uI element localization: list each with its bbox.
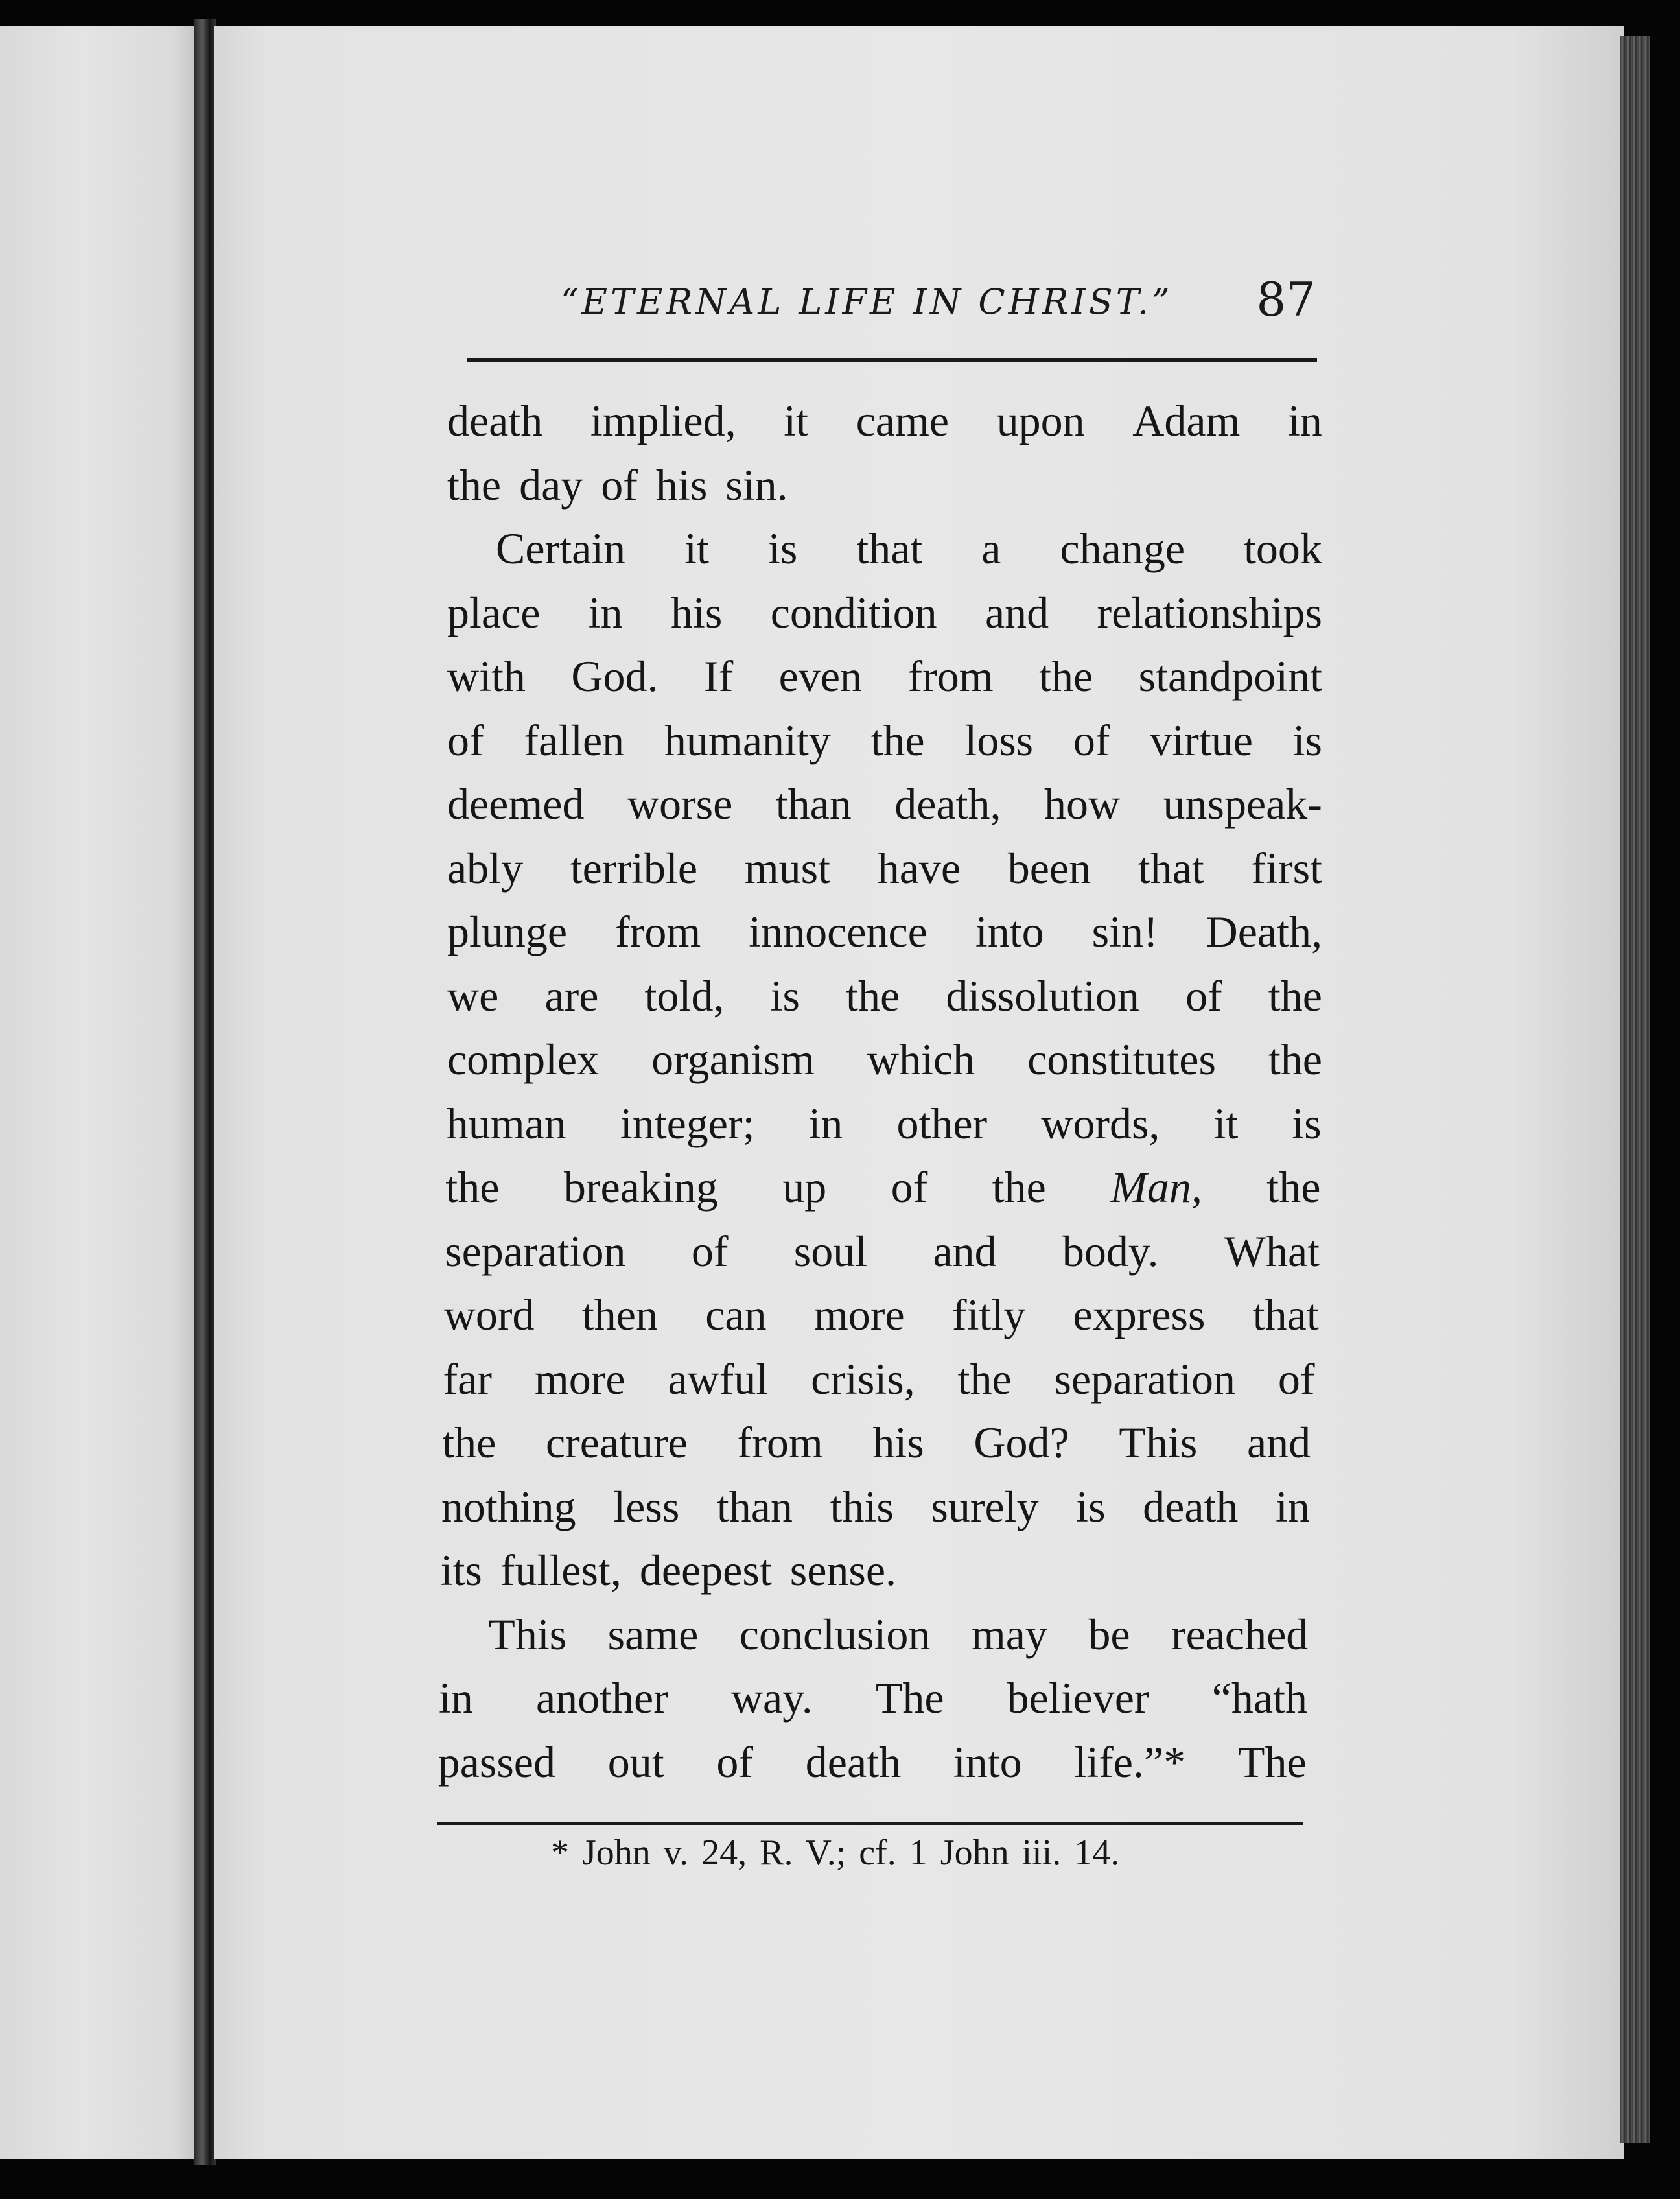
word: more	[813, 1290, 905, 1339]
word: day	[519, 460, 583, 510]
word: in	[439, 1673, 473, 1723]
word: sin.	[725, 460, 788, 510]
word: Certain	[496, 524, 626, 573]
word: Death,	[1206, 907, 1322, 956]
word: the	[957, 1354, 1012, 1404]
word: of	[447, 715, 484, 765]
text-line	[447, 772, 1322, 836]
word: What	[1224, 1226, 1320, 1276]
word: nothing	[441, 1481, 576, 1531]
word: crisis,	[811, 1354, 915, 1404]
word: other	[896, 1098, 988, 1148]
word: human	[446, 1098, 566, 1148]
word: with	[447, 652, 526, 701]
word: it	[684, 524, 709, 573]
word: death,	[894, 779, 1001, 829]
word: how	[1044, 779, 1121, 829]
word: creature	[545, 1418, 688, 1467]
word: of	[716, 1737, 754, 1787]
word: life.”*	[1074, 1737, 1186, 1787]
word: into	[975, 907, 1044, 956]
word: this	[830, 1481, 894, 1531]
word: integer;	[620, 1098, 755, 1148]
text-line	[447, 836, 1322, 900]
word: God.	[571, 652, 659, 701]
word: than	[775, 779, 852, 829]
word: the	[442, 1418, 496, 1467]
word: body.	[1062, 1226, 1159, 1276]
word: more	[534, 1354, 625, 1404]
word: deemed	[447, 779, 585, 829]
text-line	[442, 1411, 1317, 1475]
word: that	[1252, 1290, 1319, 1339]
word: breaking	[563, 1162, 718, 1212]
word: came	[856, 396, 950, 445]
word: of	[691, 1226, 729, 1276]
word: sense.	[789, 1546, 897, 1595]
word: standpoint	[1138, 652, 1322, 701]
word: in	[808, 1098, 843, 1148]
word: The	[1237, 1737, 1307, 1787]
word: then	[581, 1290, 658, 1339]
text-line	[447, 1092, 1322, 1156]
word: from	[615, 907, 701, 956]
word: of	[1278, 1354, 1315, 1404]
word: a	[981, 524, 1001, 573]
text-line	[443, 1347, 1318, 1411]
text-line	[447, 453, 1322, 517]
word: which	[867, 1035, 975, 1084]
word: his	[671, 587, 723, 637]
word: relationships	[1097, 587, 1322, 637]
word: fallen	[524, 715, 625, 765]
word: it	[1213, 1098, 1239, 1148]
word: way.	[730, 1673, 813, 1723]
word: that	[856, 524, 923, 573]
word: from	[737, 1418, 823, 1467]
body-text	[438, 389, 1322, 1794]
word: may	[971, 1609, 1047, 1659]
text-line	[439, 1666, 1314, 1730]
running-title: “ETERNAL LIFE IN CHRIST.”	[561, 281, 1173, 322]
word: passed	[438, 1737, 555, 1787]
word: up	[782, 1162, 827, 1212]
word: that	[1138, 843, 1204, 893]
word: place	[447, 587, 541, 637]
word: of	[1185, 970, 1222, 1020]
word: “hath	[1211, 1673, 1307, 1723]
word: its	[440, 1546, 482, 1595]
text-line	[445, 1219, 1320, 1284]
text-line	[444, 1283, 1319, 1347]
word: reached	[1171, 1609, 1309, 1659]
word: plunge	[447, 907, 568, 956]
word: the	[992, 1162, 1046, 1212]
word: have	[877, 843, 961, 893]
word: implied,	[590, 396, 736, 445]
word: If	[703, 652, 734, 701]
word: and	[933, 1226, 997, 1276]
word: Adam	[1132, 396, 1241, 445]
word: This	[1119, 1418, 1198, 1467]
word: death	[447, 396, 543, 445]
word: constitutes	[1027, 1035, 1216, 1084]
word: surely	[931, 1481, 1039, 1531]
word: it	[784, 396, 809, 445]
word: same	[607, 1609, 699, 1659]
word: the	[1266, 1162, 1321, 1212]
word: we	[447, 970, 499, 1020]
word: The	[875, 1673, 944, 1723]
header-rule	[467, 358, 1317, 362]
word: of	[891, 1162, 928, 1212]
word: from	[907, 652, 994, 701]
text-line	[447, 517, 1322, 581]
word: express	[1073, 1290, 1206, 1339]
word: in	[588, 587, 623, 637]
text-line	[447, 709, 1322, 773]
word: the	[445, 1162, 500, 1212]
text-line	[447, 581, 1322, 645]
text-line	[441, 1538, 1316, 1603]
word: even	[778, 652, 863, 701]
word: complex	[447, 1035, 600, 1084]
text-line	[447, 900, 1322, 964]
text-line	[447, 1028, 1322, 1092]
word: conclusion	[739, 1609, 931, 1659]
page-number: 87	[1256, 272, 1316, 327]
word: far	[443, 1354, 492, 1404]
word: the	[870, 715, 925, 765]
word: loss	[964, 715, 1034, 765]
book-gutter	[194, 19, 216, 2165]
word: been	[1007, 843, 1091, 893]
page-edges	[1620, 36, 1650, 2143]
word: and	[1246, 1418, 1311, 1467]
word: sin!	[1091, 907, 1158, 956]
text-line	[447, 644, 1322, 709]
word: the	[1268, 1035, 1322, 1084]
word: his	[872, 1418, 924, 1467]
word: the	[1039, 652, 1093, 701]
word: is	[1292, 1098, 1322, 1148]
word: into	[953, 1737, 1022, 1787]
running-head	[454, 272, 1316, 344]
word: took	[1244, 524, 1322, 573]
word: the	[447, 460, 502, 510]
word: awful	[668, 1354, 769, 1404]
word: is	[770, 970, 800, 1020]
word: separation	[1054, 1354, 1235, 1404]
word: is	[1076, 1481, 1106, 1531]
word: of	[601, 460, 638, 510]
word: change	[1060, 524, 1185, 573]
word: terrible	[570, 843, 698, 893]
word: dissolution	[946, 970, 1139, 1020]
word: Man,	[1110, 1162, 1202, 1212]
word: be	[1088, 1609, 1130, 1659]
word: his	[655, 460, 708, 510]
word: organism	[651, 1035, 815, 1084]
word: can	[705, 1290, 767, 1339]
text-line	[447, 964, 1322, 1028]
word: than	[716, 1481, 793, 1531]
word: soul	[793, 1226, 868, 1276]
word: is	[767, 524, 798, 573]
word: ably	[447, 843, 524, 893]
word: in	[1288, 396, 1322, 445]
word: separation	[445, 1226, 626, 1276]
word: the	[1268, 970, 1322, 1020]
word: death	[1143, 1481, 1239, 1531]
word: This	[488, 1609, 567, 1659]
word: unspeak-	[1163, 779, 1322, 829]
text-line	[441, 1475, 1316, 1539]
word: condition	[770, 587, 937, 637]
word: death	[805, 1737, 902, 1787]
word: in	[1275, 1481, 1310, 1531]
text-line	[447, 389, 1322, 453]
word: word	[443, 1290, 535, 1339]
footnote-rule	[438, 1822, 1303, 1825]
text-line	[438, 1730, 1313, 1794]
word: upon	[996, 396, 1085, 445]
word: told,	[644, 970, 725, 1020]
word: is	[1292, 715, 1322, 765]
word: must	[744, 843, 831, 893]
word: are	[544, 970, 599, 1020]
word: of	[1073, 715, 1110, 765]
word: worse	[627, 779, 733, 829]
left-page	[0, 26, 204, 2159]
word: less	[613, 1481, 680, 1531]
word: humanity	[664, 715, 831, 765]
word: innocence	[749, 907, 928, 956]
word: believer	[1007, 1673, 1149, 1723]
word: out	[607, 1737, 664, 1787]
text-line	[445, 1155, 1320, 1219]
text-line	[439, 1603, 1314, 1667]
word: God?	[974, 1418, 1069, 1467]
word: another	[535, 1673, 668, 1723]
word: virtue	[1150, 715, 1253, 765]
word: and	[985, 587, 1049, 637]
word: the	[846, 970, 900, 1020]
word: fitly	[951, 1290, 1026, 1339]
word: deepest	[639, 1546, 772, 1595]
word: fullest,	[500, 1546, 622, 1595]
footnote: * John v. 24, R. V.; cf. 1 John iii. 14.	[551, 1833, 1120, 1873]
word: words,	[1041, 1098, 1160, 1148]
word: first	[1251, 843, 1322, 893]
